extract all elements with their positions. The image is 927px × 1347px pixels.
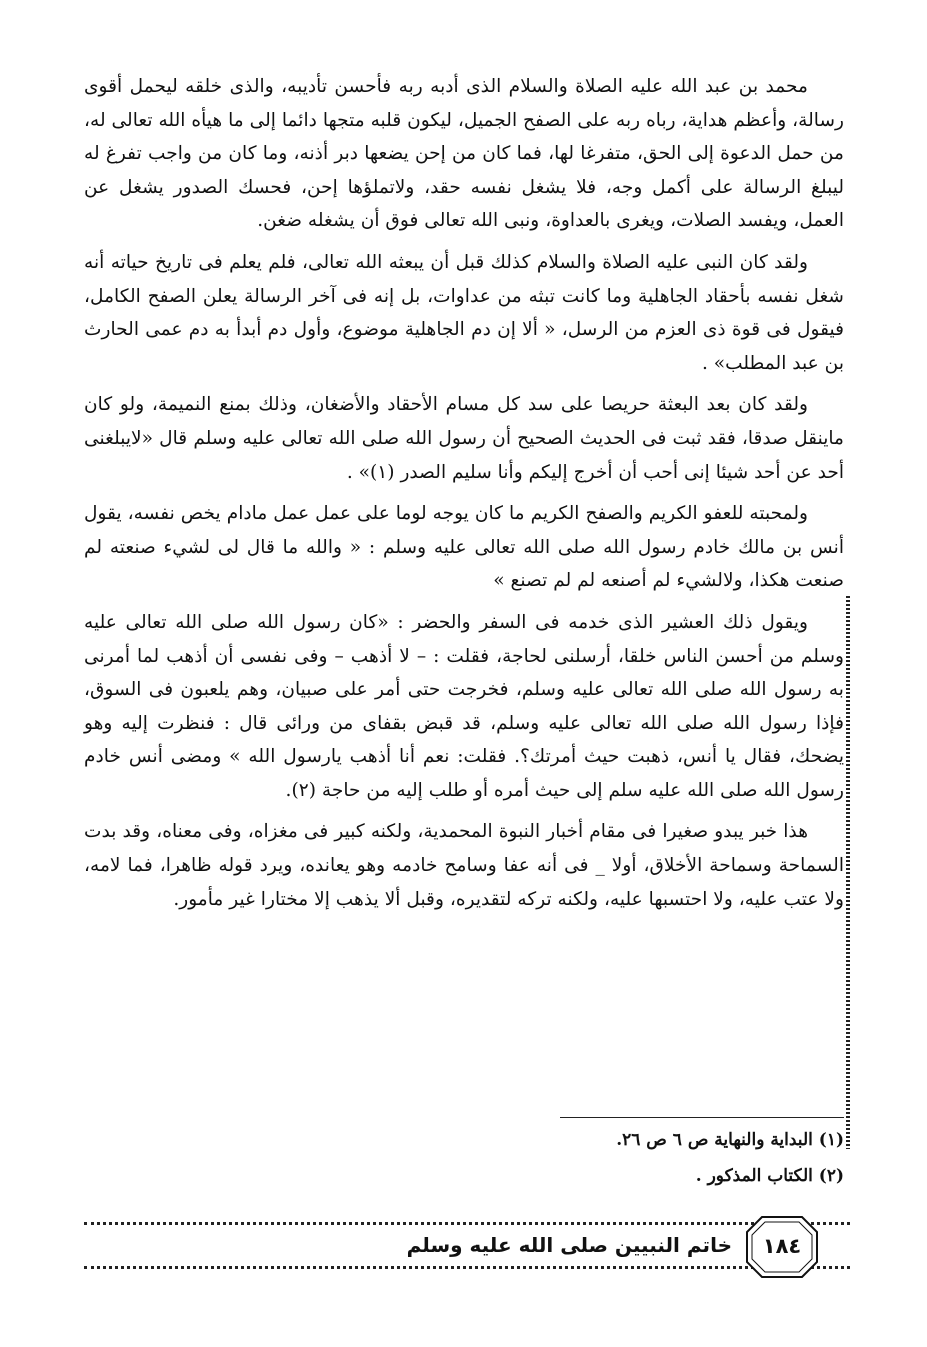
margin-dotted-rule	[846, 596, 850, 1149]
footer-rule-top	[84, 1222, 850, 1225]
paragraph-3: ولقد كان بعد البعثة حريصا على سد كل مسام الأحقاد والأضغان، وذلك بمنع النميمة، ولو كان ماينقل صدقا، فقد ثبت فى الحديث الصحيح أن رسول الله صلى الله تعالى عليه وسلم قال «لايبلغنى أحد عن أحد شيئا إنى أحب أن أخرج إليكم وأنا سليم الصدر (١)» .	[84, 394, 844, 483]
page-number-badge	[744, 1214, 820, 1280]
main-text	[84, 70, 844, 924]
footer-rule-bottom	[84, 1266, 850, 1269]
paragraph-1: محمد بن عبد الله عليه الصلاة والسلام الذى أدبه ربه فأحسن تأديبه، والذى خلقه ليحمل أقوى رسالة، وأعظم هداية، رباه ربه على الصفح الجميل، ليكون قلبه متجها دائما إلى ما هيأه الله تعالى له، من حمل الدعوة إلى الحق، متفرغا لها، فما كان من إحن يضعها دبر أذنه، وما كان من واجب تفرغ له ليبلغ الرسالة على أكمل وجه، فلا يشغل نفسه حقد، ولاتملؤها إحن، فحسك الصدور يشغل عن العمل، ويفسد الصلات، ويغرى بالعداوة، ونبى الله تعالى فوق أن يشغله ضغن.	[84, 76, 844, 232]
paragraph-2: ولقد كان النبى عليه الصلاة والسلام كذلك قبل أن يبعثه الله تعالى، فلم يعلم فى تاريخ حياته أنه شغل نفسه بأحقاد الجاهلية وما كانت تبثه من عداوات، بل إنه فى آخر الرسالة يعلن الصفح الكامل، فيقول فى قوة ذى العزم من الرسل، « ألا إن دم الجاهلية موضوع، وأول دم أبدأ به دم عمى الحارث بن عبد المطلب» .	[84, 251, 844, 374]
running-footer-title: خاتم النبيين صلى الله عليه وسلم	[406, 1233, 732, 1257]
page-number: ١٨٤	[762, 1234, 802, 1258]
footnote-separator	[560, 1117, 844, 1118]
footnote-2: (٢) الكتاب المذكور .	[695, 1166, 844, 1186]
footnote-1: (١) البداية والنهاية ص ٦ ص ٢٦.	[616, 1130, 844, 1150]
paragraph-6: هذا خبر يبدو صغيرا فى مقام أخبار النبوة المحمدية، ولكنه كبير فى مغزاه، وفى معناه، وقد بدت السماحة وسماحة الأخلاق، أولا _ فى أنه عفا وسامح خادمه وهو يعانده، ويرد قوله ظاهرا، فما لامه، ولا عتب عليه، ولا احتسبها عليه، ولكنه تركه لتقديره، وقبل ألا يذهب إلا مختارا غير مأمور.	[84, 821, 844, 910]
footnotes	[380, 1122, 844, 1194]
paragraph-5: ويقول ذلك العشير الذى خدمه فى السفر والحضر : «كان رسول الله صلى الله تعالى عليه وسلم من أحسن الناس خلقا، أرسلنى لحاجة، فقلت : – لا أذهب – وفى نفسى أن أذهب لما أمرنى به رسول الله صلى الله تعالى عليه وسلم، فخرجت حتى أمر على صبيان، وهم يلعبون فى السوق، فإذا رسول الله صلى الله تعالى عليه وسلم، قد قبض بقفاى من ورائى قال : فنظرت إليه وهو يضحك، فقال يا أنس، ذهبت حيث أمرتك؟. فقلت: نعم أنا أذهب يارسول الله » ومضى أنس خادم رسول الله صلى الله عليه سلم إلى حيث أمره أو طلب إليه من حاجة (٢).	[84, 611, 844, 801]
paragraph-4: ولمحبته للعفو الكريم والصفح الكريم ما كان يوجه لوما على عمل عمل مادام يخص نفسه، يقول أنس بن مالك خادم رسول الله صلى الله تعالى عليه وسلم : « والله ما قال لى لشيء صنعته لم صنعت هكذا، ولالشيء لم أصنعه لم لم تصنع »	[84, 503, 844, 592]
